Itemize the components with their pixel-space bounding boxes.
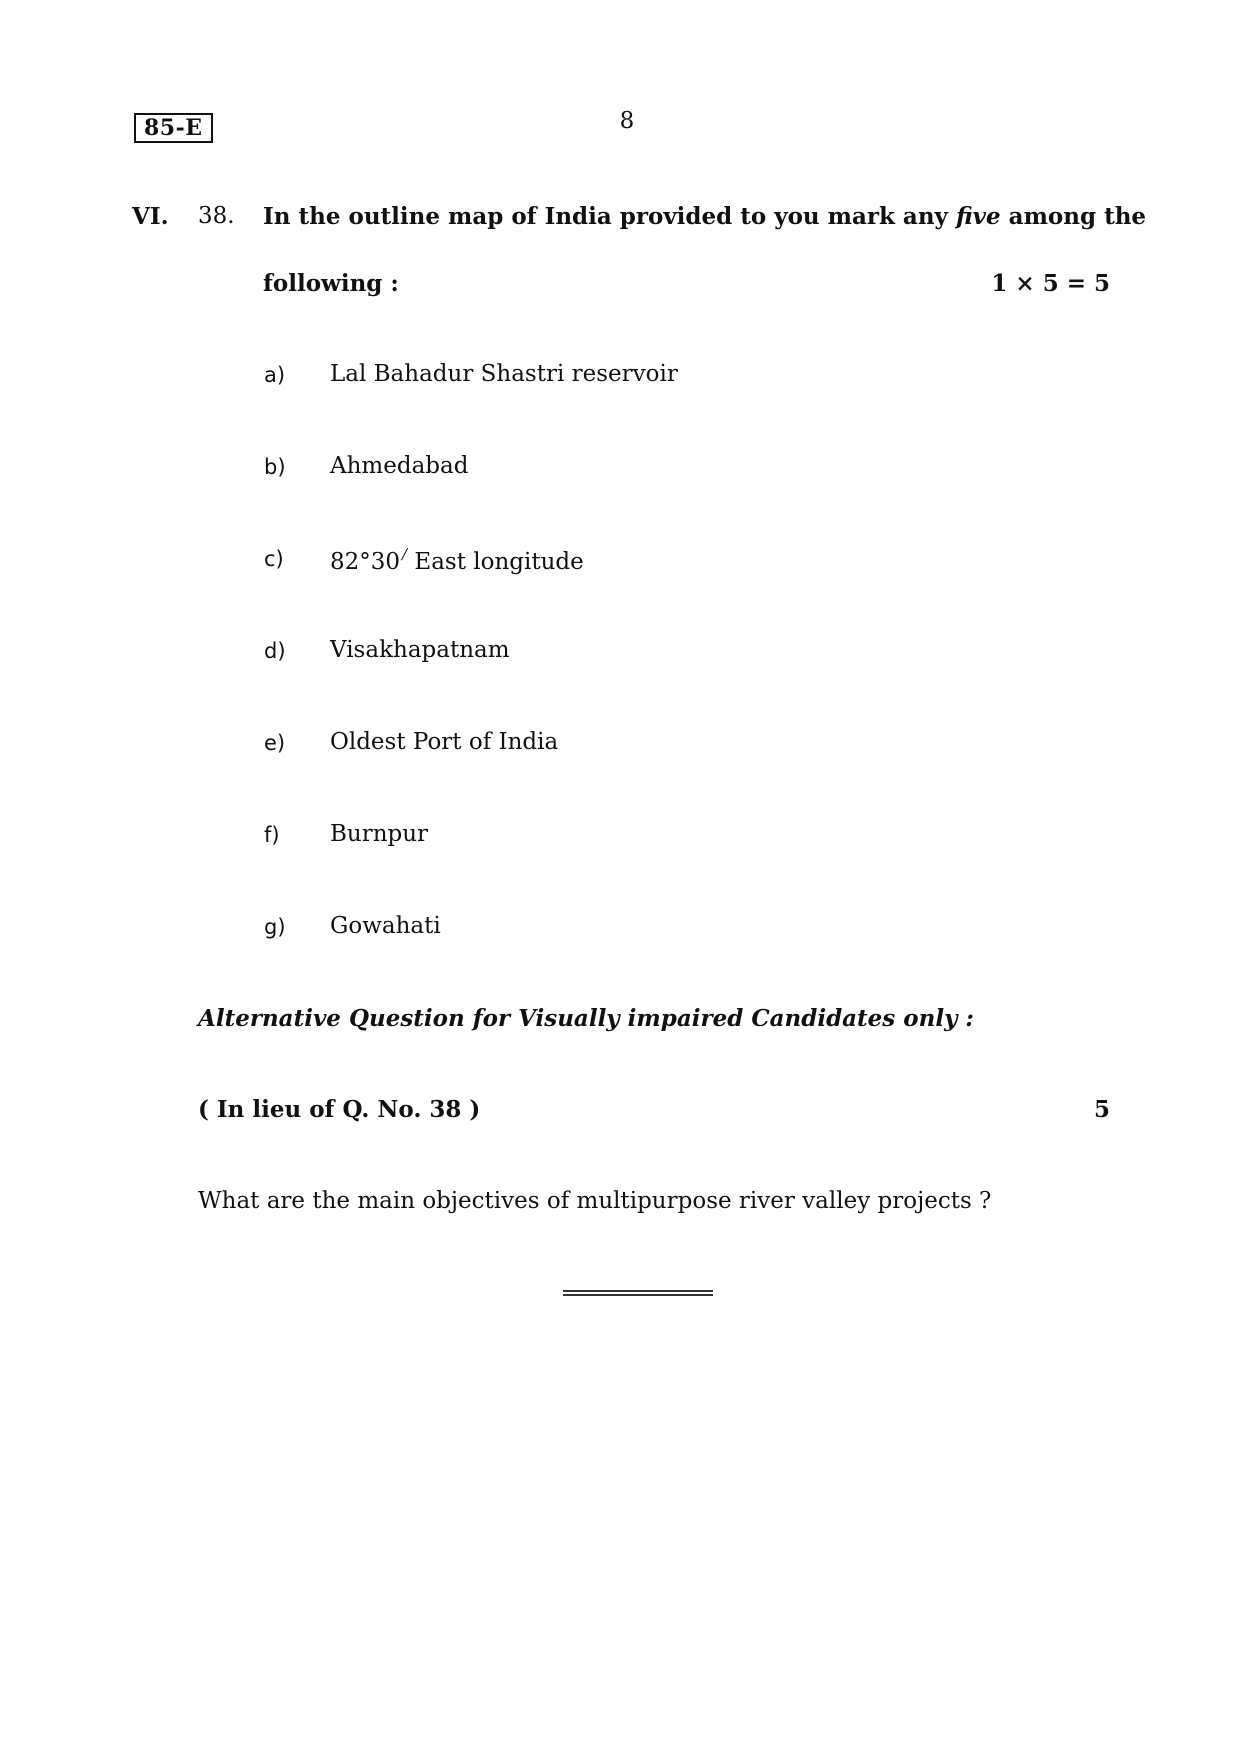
question-text-before: In the outline map of India provided to you mark any — [263, 203, 956, 230]
option-letter: b) — [264, 455, 286, 479]
question-text-line2: following : — [263, 270, 399, 297]
prime-symbol: / — [402, 545, 408, 563]
section-number: VI. — [132, 203, 169, 230]
option-letter: f) — [264, 823, 280, 847]
option-text: Lal Bahadur Shastri reservoir — [330, 361, 678, 387]
longitude-value: 82°30 — [330, 549, 401, 575]
paper-code-box — [134, 113, 213, 143]
option-letter: c) — [264, 547, 284, 571]
question-marks: 1 × 5 = 5 — [991, 270, 1110, 297]
question-text-after: among the — [1000, 203, 1147, 230]
end-of-paper-rule — [563, 1290, 713, 1296]
alternative-heading: Alternative Question for Visually impaired Candidates only : — [198, 1005, 974, 1032]
alternative-marks: 5 — [1093, 1096, 1110, 1123]
option-letter: d) — [264, 639, 286, 663]
page-number: 8 — [619, 108, 635, 134]
option-text — [330, 545, 584, 575]
option-text: Gowahati — [330, 913, 441, 939]
question-text-line1 — [263, 203, 1147, 230]
alternative-question: What are the main objectives of multipurpose river valley projects ? — [198, 1188, 992, 1214]
in-lieu-note: ( In lieu of Q. No. 38 ) — [198, 1096, 481, 1123]
longitude-label: East longitude — [407, 549, 584, 575]
option-text: Oldest Port of India — [330, 729, 559, 755]
question-text-emphasis: five — [955, 203, 1001, 230]
paper-code: 85-E — [144, 115, 203, 141]
question-number: 38. — [198, 203, 235, 229]
option-text: Ahmedabad — [330, 453, 469, 479]
option-text: Burnpur — [330, 821, 429, 847]
option-letter: a) — [264, 363, 286, 387]
option-letter: e) — [264, 731, 286, 755]
option-letter: g) — [264, 915, 286, 939]
option-text: Visakhapatnam — [330, 637, 510, 663]
